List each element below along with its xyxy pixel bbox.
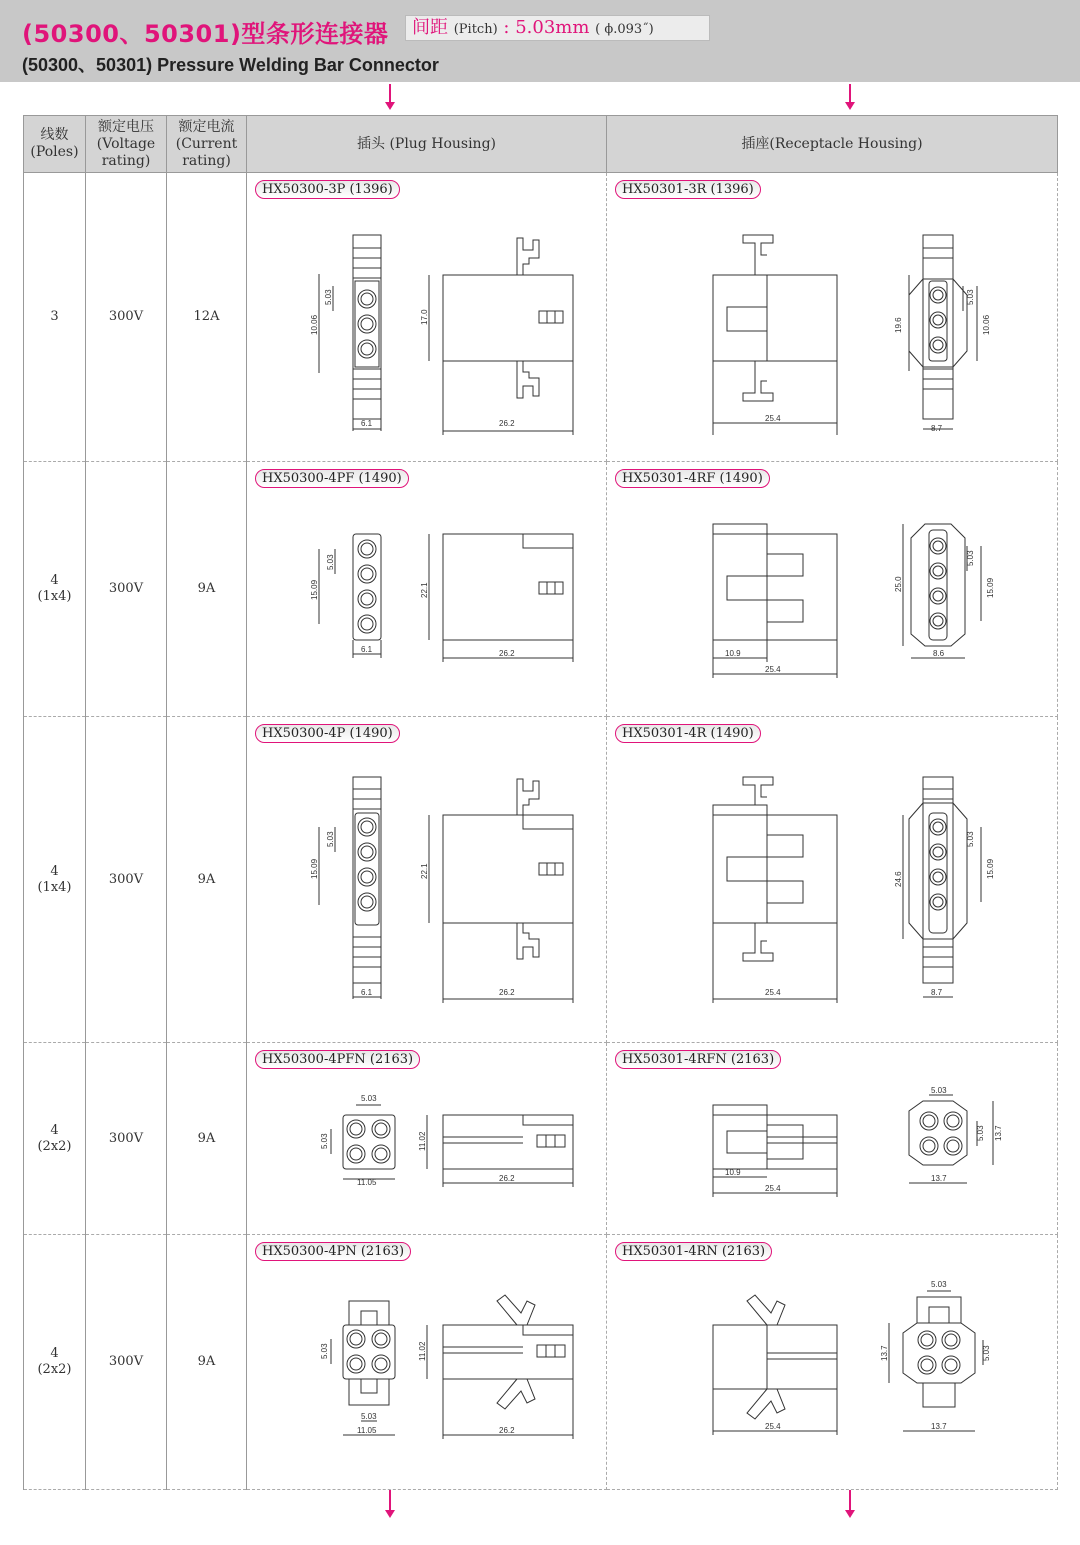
- pitch-inch: ( ϕ.093˝): [595, 22, 654, 37]
- plug-drawing: [247, 173, 607, 462]
- poles-value: 4: [50, 573, 59, 588]
- svg-text:5.03: 5.03: [361, 1094, 377, 1103]
- page-header: [0, 0, 1080, 82]
- svg-text:25.4: 25.4: [765, 414, 781, 423]
- svg-text:11.05: 11.05: [357, 1426, 377, 1435]
- svg-text:10.06: 10.06: [310, 314, 319, 335]
- voltage-cell: 300V: [86, 717, 167, 1043]
- receptacle-drawing: [607, 462, 1058, 717]
- svg-text:25.4: 25.4: [765, 1184, 781, 1193]
- receptacle-drawing-cell: [607, 1043, 1058, 1235]
- plug-model-label: HX50300-3P (1396): [255, 180, 400, 199]
- plug-model-label: HX50300-4P (1490): [255, 724, 400, 743]
- svg-text:19.6: 19.6: [894, 317, 903, 333]
- svg-text:10.06: 10.06: [982, 314, 991, 335]
- svg-text:5.03: 5.03: [966, 831, 975, 847]
- receptacle-drawing: [607, 173, 1058, 462]
- poles-value: 3: [50, 309, 59, 324]
- svg-text:6.1: 6.1: [361, 419, 373, 428]
- svg-text:25.0: 25.0: [894, 576, 903, 592]
- poles-cell: [24, 717, 86, 1043]
- svg-text:25.4: 25.4: [765, 988, 781, 997]
- voltage-cell: 300V: [86, 1235, 167, 1490]
- poles-layout: (1x4): [37, 879, 72, 895]
- svg-text:11.05: 11.05: [357, 1178, 377, 1187]
- poles-value: 4: [50, 1122, 59, 1138]
- receptacle-model-label: HX50301-4RN (2163): [615, 1242, 772, 1261]
- svg-text:10.9: 10.9: [725, 649, 741, 658]
- header-receptacle: 插座(Receptacle Housing): [607, 116, 1058, 173]
- svg-text:13.7: 13.7: [931, 1422, 947, 1431]
- plug-drawing: [247, 462, 607, 717]
- poles-cell: [24, 1043, 86, 1235]
- poles-value: 4: [50, 1346, 59, 1361]
- header-current-en: (Current: [175, 135, 238, 152]
- svg-text:26.2: 26.2: [499, 649, 515, 658]
- current-cell: 9A: [167, 717, 247, 1043]
- plug-model-label: HX50300-4PFN (2163): [255, 1050, 420, 1069]
- receptacle-drawing-cell: [607, 462, 1058, 717]
- receptacle-drawing-cell: [607, 173, 1058, 462]
- svg-text:15.09: 15.09: [310, 858, 319, 879]
- svg-text:25.4: 25.4: [765, 665, 781, 674]
- table-row: [24, 462, 1058, 717]
- pitch-colon: :: [503, 17, 510, 38]
- svg-text:5.03: 5.03: [326, 831, 335, 847]
- pitch-label: 间距: [412, 17, 448, 38]
- svg-text:5.03: 5.03: [320, 1133, 329, 1149]
- voltage-cell: 300V: [86, 1043, 167, 1235]
- spec-table: [23, 115, 1058, 1490]
- svg-text:26.2: 26.2: [499, 988, 515, 997]
- plug-model-label: HX50300-4PN (2163): [255, 1242, 411, 1261]
- voltage-cell: 300V: [86, 462, 167, 717]
- plug-drawing-cell: [247, 1043, 607, 1235]
- svg-text:22.1: 22.1: [420, 582, 429, 598]
- receptacle-drawing-cell: [607, 717, 1058, 1043]
- poles-cell: [24, 173, 86, 462]
- header-current-zh: 额定电流: [178, 118, 235, 135]
- svg-text:5.03: 5.03: [931, 1280, 947, 1289]
- svg-text:11.02: 11.02: [418, 1131, 427, 1151]
- svg-text:8.7: 8.7: [931, 424, 943, 433]
- plug-drawing-cell: [247, 462, 607, 717]
- header-voltage: [86, 116, 167, 173]
- svg-text:5.03: 5.03: [326, 554, 335, 570]
- table-header-row: [24, 116, 1058, 173]
- svg-text:13.7: 13.7: [880, 1345, 889, 1361]
- svg-text:26.2: 26.2: [499, 1426, 515, 1435]
- poles-layout: (2x2): [37, 1138, 72, 1154]
- table-row: [24, 173, 1058, 462]
- receptacle-model-label: HX50301-4RF (1490): [615, 469, 770, 488]
- svg-text:22.1: 22.1: [420, 863, 429, 879]
- svg-text:5.03: 5.03: [361, 1412, 377, 1421]
- table-row: [24, 717, 1058, 1043]
- receptacle-model-label: HX50301-4RFN (2163): [615, 1050, 781, 1069]
- header-voltage-en: (Voltage: [96, 135, 156, 152]
- voltage-cell: 300V: [86, 173, 167, 462]
- svg-text:8.6: 8.6: [933, 649, 945, 658]
- plug-drawing-cell: [247, 717, 607, 1043]
- receptacle-model-label: HX50301-4R (1490): [615, 724, 761, 743]
- header-current: [167, 116, 247, 173]
- svg-text:5.03: 5.03: [931, 1086, 947, 1095]
- svg-text:15.09: 15.09: [986, 858, 995, 879]
- plug-drawing: [247, 1043, 607, 1235]
- poles-layout: (2x2): [37, 1362, 72, 1377]
- plug-model-label: HX50300-4PF (1490): [255, 469, 409, 488]
- title-english: (50300、50301) Pressure Welding Bar Connector: [22, 55, 439, 75]
- plug-drawing: [247, 1235, 607, 1490]
- svg-text:11.02: 11.02: [418, 1341, 427, 1361]
- plug-drawing-cell: [247, 1235, 607, 1490]
- header-voltage-en2: rating): [101, 152, 151, 169]
- svg-text:25.4: 25.4: [765, 1422, 781, 1431]
- current-cell: 12A: [167, 173, 247, 462]
- header-poles: [24, 116, 86, 173]
- svg-text:17.0: 17.0: [420, 309, 429, 325]
- header-poles-zh: 线数: [40, 127, 69, 143]
- svg-text:10.9: 10.9: [725, 1168, 741, 1177]
- receptacle-drawing: [607, 1043, 1058, 1235]
- header-plug: 插头 (Plug Housing): [247, 116, 607, 173]
- svg-text:5.03: 5.03: [324, 289, 333, 305]
- svg-text:8.7: 8.7: [931, 988, 943, 997]
- receptacle-drawing-cell: [607, 1235, 1058, 1490]
- pitch-value: 5.03mm: [515, 17, 590, 38]
- poles-cell: [24, 1235, 86, 1490]
- svg-text:6.1: 6.1: [361, 645, 373, 654]
- plug-drawing-cell: [247, 173, 607, 462]
- plug-drawing: [247, 717, 607, 1043]
- svg-text:13.7: 13.7: [994, 1125, 1003, 1141]
- svg-text:26.2: 26.2: [499, 1174, 515, 1183]
- header-current-en2: rating): [182, 152, 231, 169]
- current-cell: 9A: [167, 1043, 247, 1235]
- poles-cell: [24, 462, 86, 717]
- receptacle-drawing: [607, 717, 1058, 1043]
- svg-text:26.2: 26.2: [499, 419, 515, 428]
- svg-text:5.03: 5.03: [966, 289, 975, 305]
- svg-text:24.6: 24.6: [894, 871, 903, 887]
- svg-text:5.03: 5.03: [966, 550, 975, 566]
- header-poles-en: (Poles): [30, 144, 79, 160]
- pitch-box: [405, 15, 710, 41]
- svg-text:5.03: 5.03: [320, 1343, 329, 1359]
- poles-layout: (1x4): [37, 589, 72, 604]
- pitch-en-label: (Pitch): [453, 22, 498, 37]
- svg-text:6.1: 6.1: [361, 988, 373, 997]
- svg-text:15.09: 15.09: [310, 579, 319, 600]
- poles-value: 4: [50, 863, 59, 879]
- receptacle-model-label: HX50301-3R (1396): [615, 180, 761, 199]
- table-row: [24, 1043, 1058, 1235]
- svg-text:5.03: 5.03: [982, 1345, 991, 1361]
- title-chinese: (50300、50301)型条形连接器: [22, 20, 389, 48]
- receptacle-drawing: [607, 1235, 1058, 1490]
- svg-text:13.7: 13.7: [931, 1174, 947, 1183]
- svg-text:15.09: 15.09: [986, 577, 995, 598]
- table-row: [24, 1235, 1058, 1490]
- current-cell: 9A: [167, 1235, 247, 1490]
- header-voltage-zh: 额定电压: [98, 118, 154, 135]
- svg-text:5.03: 5.03: [976, 1125, 985, 1141]
- current-cell: 9A: [167, 462, 247, 717]
